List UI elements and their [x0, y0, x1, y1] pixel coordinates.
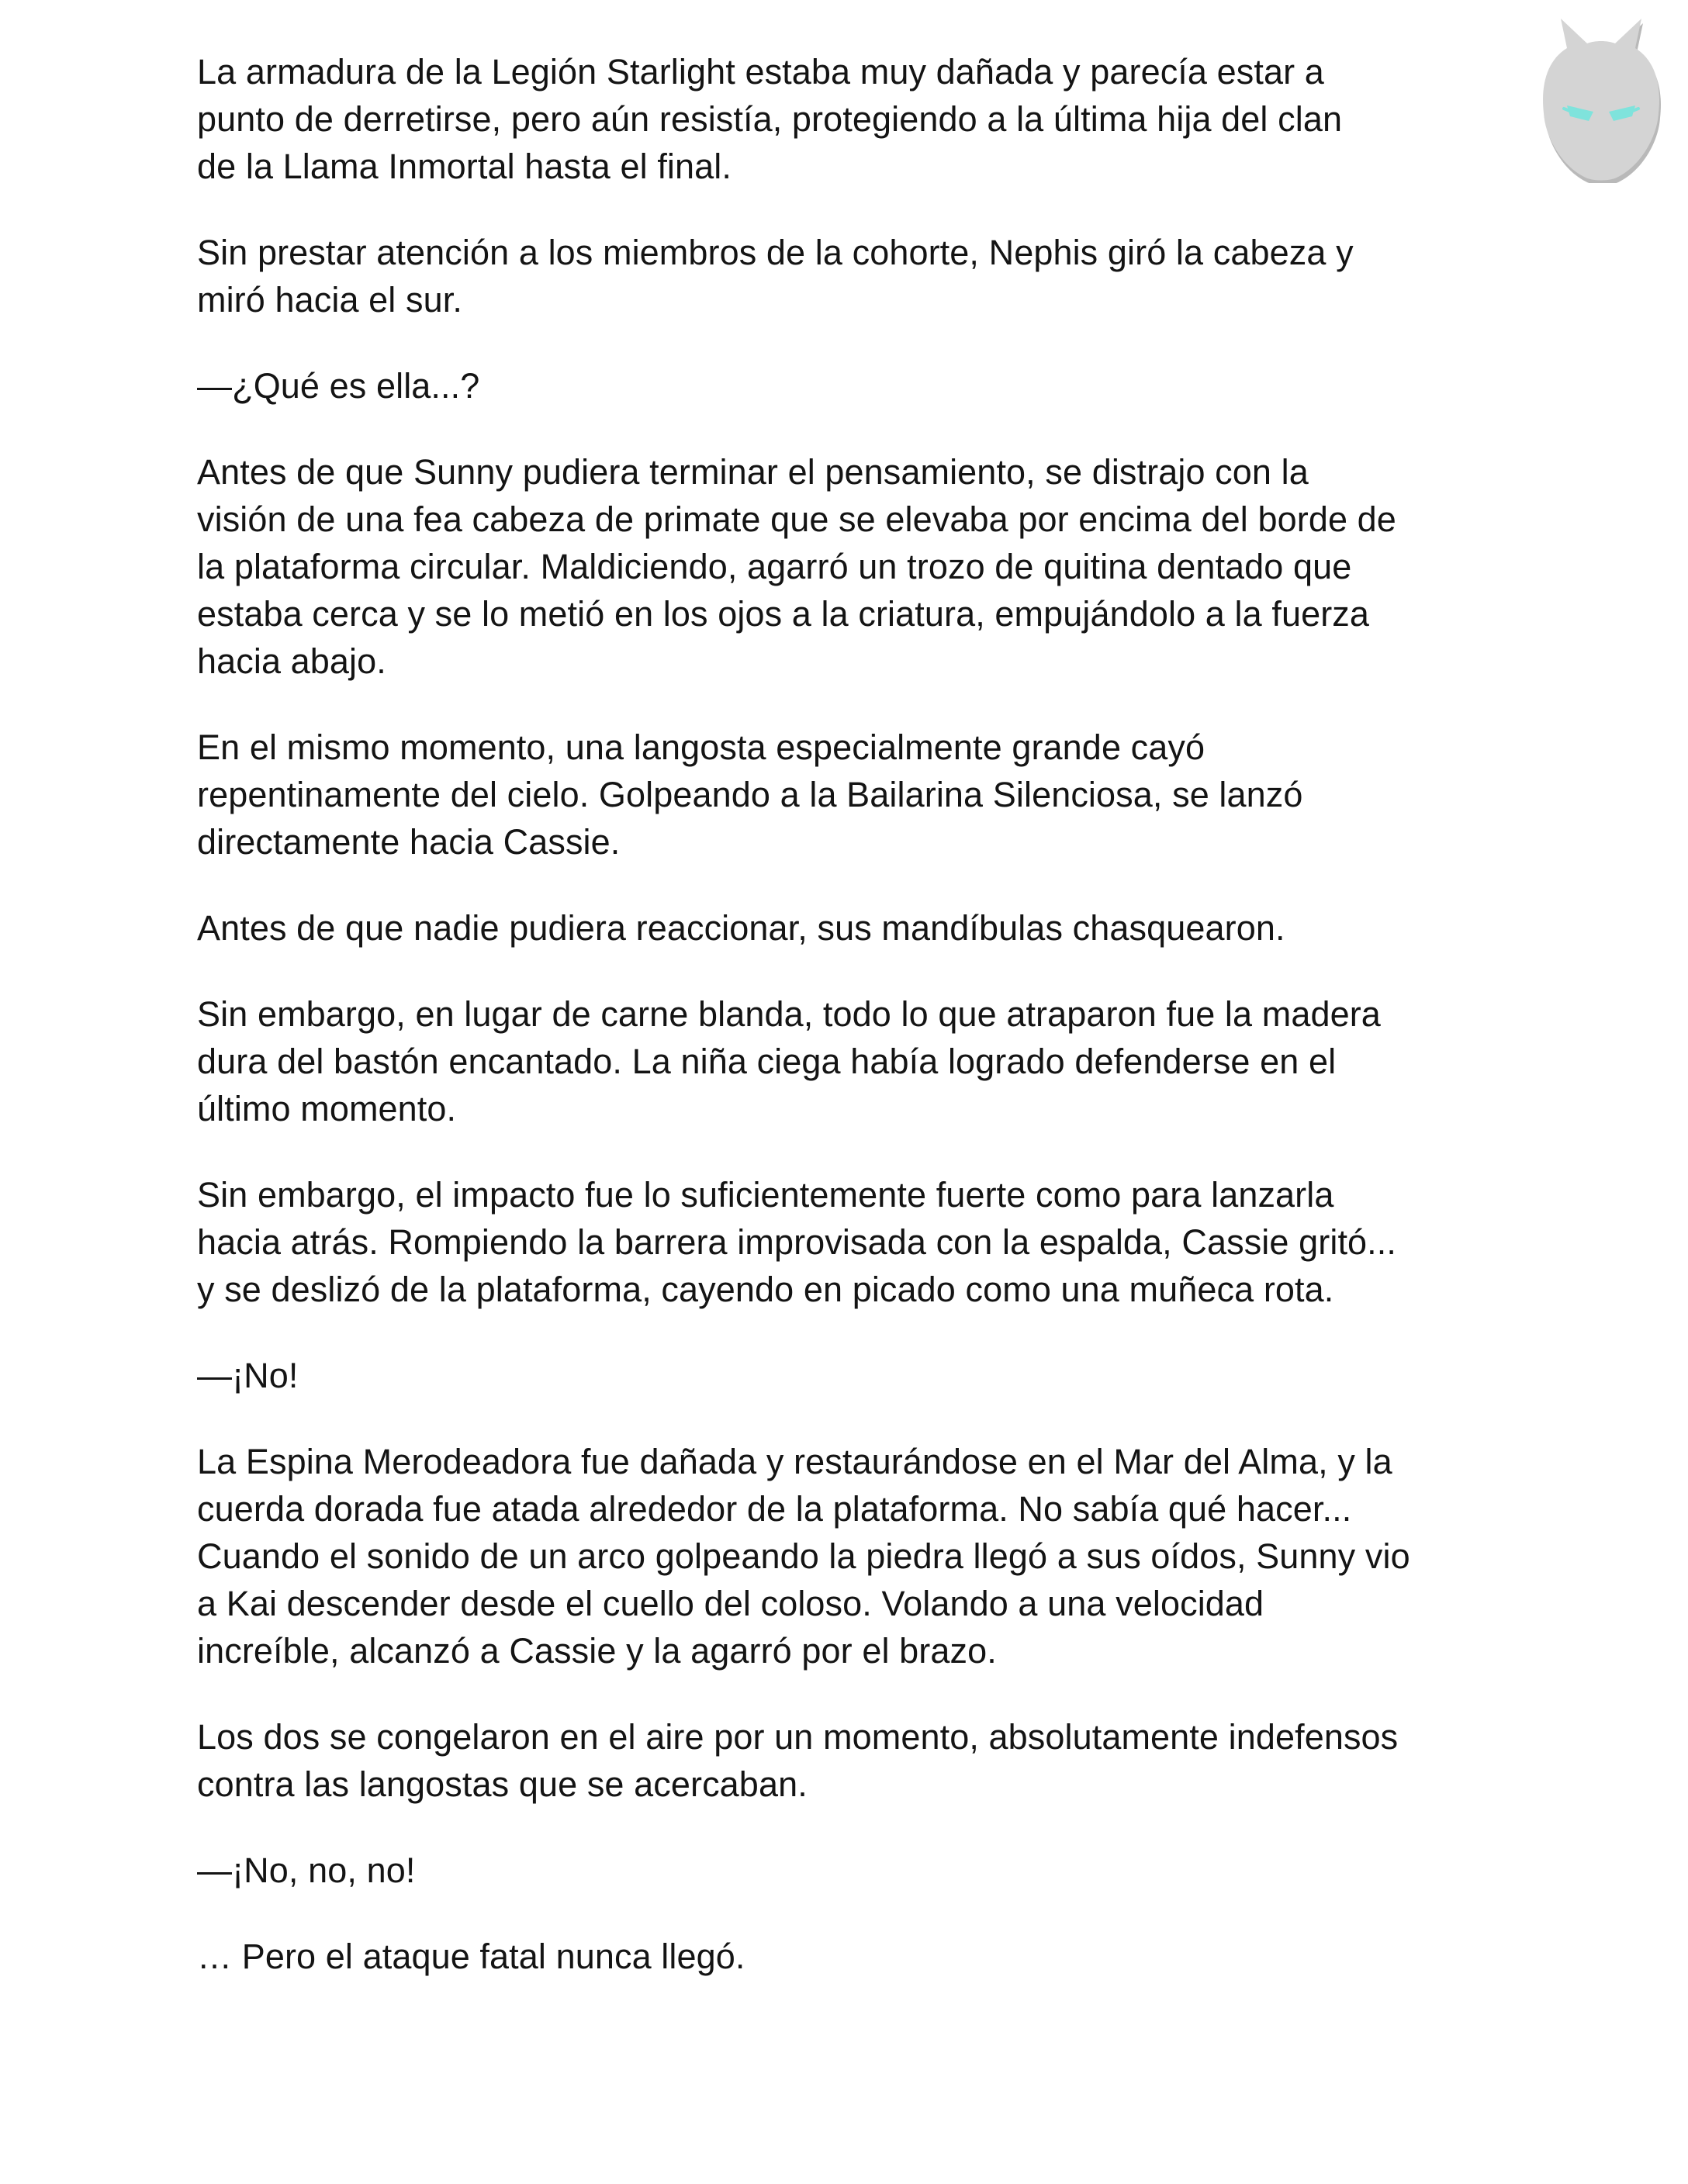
dialogue-line: —¡No! — [197, 1356, 299, 1395]
horned-demon-head-icon — [1527, 14, 1676, 183]
paragraph: La armadura de la Legión Starlight estaba muy dañada y parecía estar a punto de derretirse, pero aún resistía, protegiendo a la última hija del clan de la Llama Inmortal hasta el final. — [197, 52, 1343, 186]
paragraph: Los dos se congelaron en el aire por un momento, absolutamente indefensos contra las langostas que se acercaban. — [197, 1717, 1399, 1804]
paragraph: En el mismo momento, una langosta especialmente grande cayó repentinamente del cielo. Golpeando a la Bailarina Silenciosa, se lanzó directamente hacia Cassie. — [197, 727, 1303, 862]
paragraph: Sin prestar atención a los miembros de la cohorte, Nephis giró la cabeza y miró hacia el sur. — [197, 233, 1354, 320]
paragraph: Sin embargo, el impacto fue lo suficientemente fuerte como para lanzarla hacia atrás. Rompiendo la barrera improvisada con la espalda, Cassie gritó... y se deslizó de la plataforma, cayendo en picado como una muñeca rota. — [197, 1175, 1396, 1309]
paragraph: La Espina Merodeadora fue dañada y restaurándose en el Mar del Alma, y la cuerda dorada fue atada alrededor de la plataforma. No sabía qué hacer... Cuando el sonido de un arco golpeando la piedra llegó a sus oídos, Sunny vio a Kai descender desde el cuello del coloso. Volando a una velocidad increíble, alcanzó a Cassie y la agarró por el brazo. — [197, 1442, 1410, 1671]
paragraph: … Pero el ataque fatal nunca llegó. — [197, 1937, 745, 1976]
dialogue-line: —¿Qué es ella...? — [197, 366, 480, 406]
body-text — [197, 48, 1516, 2019]
paragraph: Antes de que Sunny pudiera terminar el pensamiento, se distrajo con la visión de una fea cabeza de primate que se elevaba por encima del borde de la plataforma circular. Maldiciendo, agarró un trozo de quitina dentado que estaba cerca y se lo metió en los ojos a la criatura, empujándolo a la fuerza hacia abajo. — [197, 452, 1396, 681]
paragraph: Antes de que nadie pudiera reaccionar, sus mandíbulas chasquearon. — [197, 908, 1285, 948]
dialogue-line: —¡No, no, no! — [197, 1851, 416, 1890]
paragraph: Sin embargo, en lugar de carne blanda, todo lo que atraparon fue la madera dura del bastón encantado. La niña ciega había logrado defenderse en el último momento. — [197, 994, 1381, 1128]
